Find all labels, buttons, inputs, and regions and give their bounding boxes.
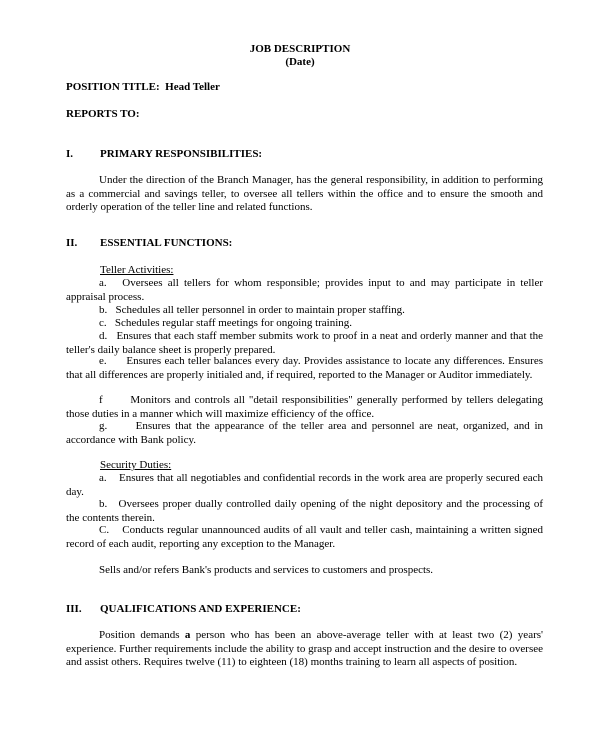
list-item xyxy=(66,498,543,525)
document-date: (Date) xyxy=(285,56,315,68)
item-letter: b. xyxy=(99,304,108,316)
item-letter: g. xyxy=(99,420,108,432)
section-number: I. xyxy=(66,148,74,160)
item-text: Oversees all tellers for whom responsible; provides input to and may participate in teller appraisal process. xyxy=(66,277,543,303)
list-item xyxy=(66,355,543,382)
item-text: Schedules all teller personnel in order to maintain proper staffing. xyxy=(115,304,405,316)
section-essential-heading xyxy=(66,237,232,251)
list-item xyxy=(66,420,543,447)
section-number: III. xyxy=(66,603,82,615)
list-item xyxy=(66,317,543,331)
reports-to-field xyxy=(66,108,139,122)
item-text: Ensures that the appearance of the teller area and personnel are neat, organized, and in accordance with Bank policy. xyxy=(66,420,543,446)
section-title: PRIMARY RESPONSIBILITIES: xyxy=(100,148,263,160)
qualifications-text-start: Position demands xyxy=(99,629,185,641)
position-title-field xyxy=(66,81,220,95)
section-qualifications-heading xyxy=(66,603,301,617)
qualifications-text-emphasis: a xyxy=(184,629,191,641)
item-text: Ensures that each staff member submits work to proof in a neat and orderly manner and that the teller's daily balance sheet is properly prepared. xyxy=(66,330,544,356)
list-item xyxy=(66,472,543,499)
item-text: Schedules regular staff meetings for ongoing training. xyxy=(114,317,353,329)
section-primary-heading xyxy=(66,148,262,162)
item-text: Oversees proper dually controlled daily opening of the night depository and the processing of the contents therein. xyxy=(66,498,544,524)
item-letter: a. xyxy=(99,472,107,484)
section-title: ESSENTIAL FUNCTIONS: xyxy=(100,237,233,249)
item-text: Conducts regular unannounced audits of all vault and teller cash, maintaining a written signed record of each audit, reporting any exception to the Manager. xyxy=(66,524,543,550)
list-item xyxy=(66,330,543,357)
position-title-label: POSITION TITLE: xyxy=(66,81,160,93)
section-number: II. xyxy=(66,237,78,249)
item-letter: b. xyxy=(99,498,108,510)
qualifications-text-end: person who has been an above-average teller with at least two (2) years' experience. Further requirements include the ability to grasp and accept instruction and the desire to oversee and assist others. Requires twelve (11) to eighteen (18) months training to learn all aspects of position. xyxy=(66,629,544,668)
list-item xyxy=(66,524,543,551)
primary-responsibilities-text: Under the direction of the Branch Manager, has the general responsibility, in addition to performing as a commercial and savings teller, to oversee all tellers within the office and to ensure the smooth and orderly operation of the teller line and related functions. xyxy=(66,174,543,213)
item-letter: C. xyxy=(99,524,110,536)
item-letter: f xyxy=(99,394,103,406)
teller-activities-title: Teller Activities: xyxy=(100,264,174,276)
item-letter: a. xyxy=(99,277,107,289)
item-letter: d. xyxy=(99,330,108,342)
security-duties-title: Security Duties: xyxy=(100,459,172,471)
qualifications-text xyxy=(66,629,543,670)
sells-refers-text: Sells and/or refers Bank's products and services to customers and prospects. xyxy=(99,564,434,576)
item-letter: e. xyxy=(99,355,107,367)
section-title: QUALIFICATIONS AND EXPERIENCE: xyxy=(100,603,301,615)
list-item xyxy=(66,277,543,304)
list-item xyxy=(66,394,543,421)
position-title-value: Head Teller xyxy=(165,81,220,93)
item-text: Monitors and controls all "detail responsibilities" generally performed by tellers delegating those duties in a manner which will maximize efficiency of the office. xyxy=(66,394,543,420)
item-text: Ensures each teller balances every day. Provides assistance to locate any differences. Ensures that all differences are properly initialed and, if required, reported to the Manager or Auditor immediately. xyxy=(66,355,543,381)
reports-to-label: REPORTS TO: xyxy=(66,108,140,120)
item-text: Ensures that all negotiables and confidential records in the work area are properly secured each day. xyxy=(66,472,543,498)
list-item xyxy=(66,304,543,318)
document-title: JOB DESCRIPTION xyxy=(249,43,351,55)
item-letter: c. xyxy=(99,317,107,329)
